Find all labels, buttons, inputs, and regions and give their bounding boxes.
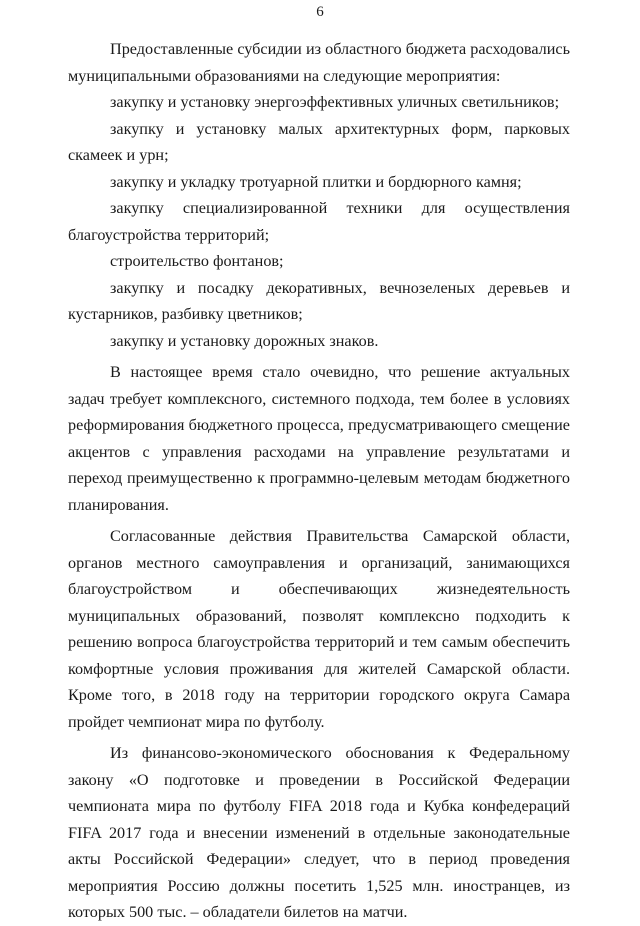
list-item-road-signs: закупку и установку дорожных знаков. <box>110 331 379 350</box>
paragraph-comprehensive-approach: В настоящее время стало очевидно, что решение актуальных задач требует комплексного, системного подхода, тем более в условиях реформирования бюджетного процесса, предусматривающего смещение акцентов с управления расходами на управление результатами и переход преимущественно к программно-целевым методам бюджетного планирования. <box>68 363 570 514</box>
document-body <box>68 36 570 926</box>
list-item-paving-tiles: закупку и укладку тротуарной плитки и бордюрного камня; <box>110 172 522 191</box>
list-item-trees-flowerbeds: закупку и посадку декоративных, вечнозеленых деревьев и кустарников, разбивку цветников; <box>68 278 570 323</box>
list-item-street-lights: закупку и установку энергоэффективных уличных светильников; <box>110 93 560 111</box>
list-item-fountains: строительство фонтанов; <box>110 252 284 270</box>
paragraph-subsidies-intro: Предоставленные субсидии из областного бюджета расходовались муниципальными образованиями на следующие мероприятия: <box>68 40 570 85</box>
paragraph-fifa-justification: Из финансово-экономического обоснования к Федеральному закону «О подготовке и проведении в Российской Федерации чемпионата мира по футболу FIFA 2018 года и Кубка конфедераций FIFA 2017 года и внесении изменений в отдельные законодательные акты Российской Федерации» следует, что в период проведения мероприятия Россию должны посетить 1,525 млн. иностранцев, из которых 500 тыс. – обладатели билетов на матчи. <box>68 744 570 921</box>
page-number: 6 <box>316 4 324 20</box>
paragraph-coordinated-actions: Согласованные действия Правительства Самарской области, органов местного самоуправления и организаций, занимающихся благоустройством и обеспечивающих жизнедеятельность муниципальных образований, позволят комплексно подходить к решению вопроса благоустройства территорий и тем самым обеспечить комфортные условия проживания для жителей Самарской области. Кроме того, в 2018 году на территории городского округа Самара пройдет чемпионат мира по футболу. <box>68 527 570 731</box>
list-item-small-architectural-forms: закупку и установку малых архитектурных форм, парковых скамеек и урн; <box>68 119 570 164</box>
list-item-special-equipment: закупку специализированной техники для осуществления благоустройства территорий; <box>68 199 570 244</box>
